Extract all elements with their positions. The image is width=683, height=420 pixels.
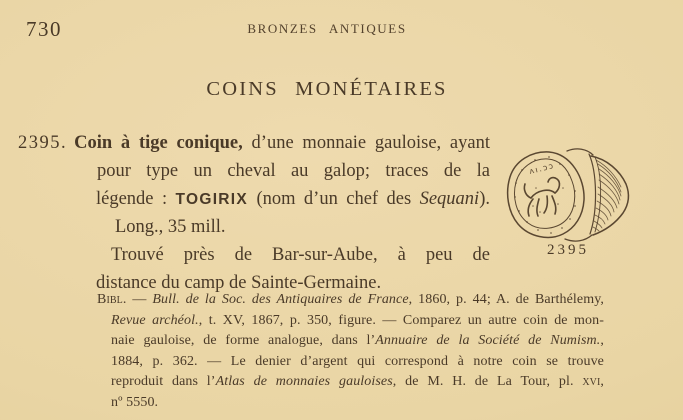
die-face-letters: ʌı.ɔɔ: [528, 160, 556, 176]
bib-line-4: 1884, p. 362. — Le denier d’argent qui correspond à notre coin se trouve: [111, 354, 604, 369]
page-number: 730: [26, 17, 62, 41]
entry-line-6: distance du camp de Sainte-Germaine.: [96, 273, 382, 293]
bib-text: , 1860, p. 44; A. de Barthélemy,: [408, 292, 604, 307]
tribe-name: Sequani: [419, 189, 480, 209]
bib-title: Atlas de monnaies gauloises: [215, 374, 393, 389]
coin-figure: [503, 146, 633, 247]
bib-text: naie gauloise, de forme analogue, dans l’: [111, 333, 376, 348]
entry-line-5: Trouvé près de Bar-sur-Aube, à peu de: [111, 245, 490, 265]
bib-line-5: [111, 372, 604, 393]
entry-dimension: Long., 35 mill.: [115, 217, 226, 237]
bib-line-1: [97, 290, 604, 311]
bib-text: , t. XV, 1867, p. 350, figure. — Comparez un autre coin de mon-: [198, 313, 604, 328]
bib-text: ,: [600, 374, 604, 389]
entry-line-3: [96, 186, 490, 213]
figure-number: 2395: [547, 242, 589, 258]
bib-text: ,: [600, 333, 604, 348]
entry-text: d’une monnaie gauloise, ayant: [242, 133, 490, 153]
entry-text: ).: [479, 189, 490, 209]
coin-die-illustration: [503, 146, 633, 242]
section-title: COINS MONÉTAIRES: [206, 78, 448, 100]
bib-title: Revue archéol.: [111, 313, 199, 328]
entry-number: 2395.: [18, 133, 68, 153]
bib-text: , de M. H. de La Tour, pl.: [392, 374, 583, 389]
entry-heading: Coin à tige conique,: [74, 133, 243, 153]
plate-number: xvi: [582, 374, 601, 389]
bib-line-3: [111, 331, 604, 352]
bib-line-6: nº 5550.: [111, 395, 159, 410]
bib-text: —: [126, 292, 153, 307]
running-title: BRONZES ANTIQUES: [247, 21, 407, 36]
entry-line-2: pour type un cheval au galop; traces de la: [97, 161, 490, 181]
bib-line-2: [111, 311, 604, 332]
bib-title: Annuaire de la Société de Numism.: [375, 333, 601, 348]
bib-title: Bull. de la Soc. des Antiquaires de France: [152, 292, 409, 307]
entry-text: légende :: [96, 189, 176, 209]
legend-name: TOGIRIX: [175, 191, 249, 208]
bib-label: Bibl.: [97, 292, 127, 307]
entry-line-1: [18, 130, 490, 157]
entry-text: (nom d’un chef des: [248, 189, 420, 209]
bib-text: reproduit dans l’: [111, 374, 216, 389]
